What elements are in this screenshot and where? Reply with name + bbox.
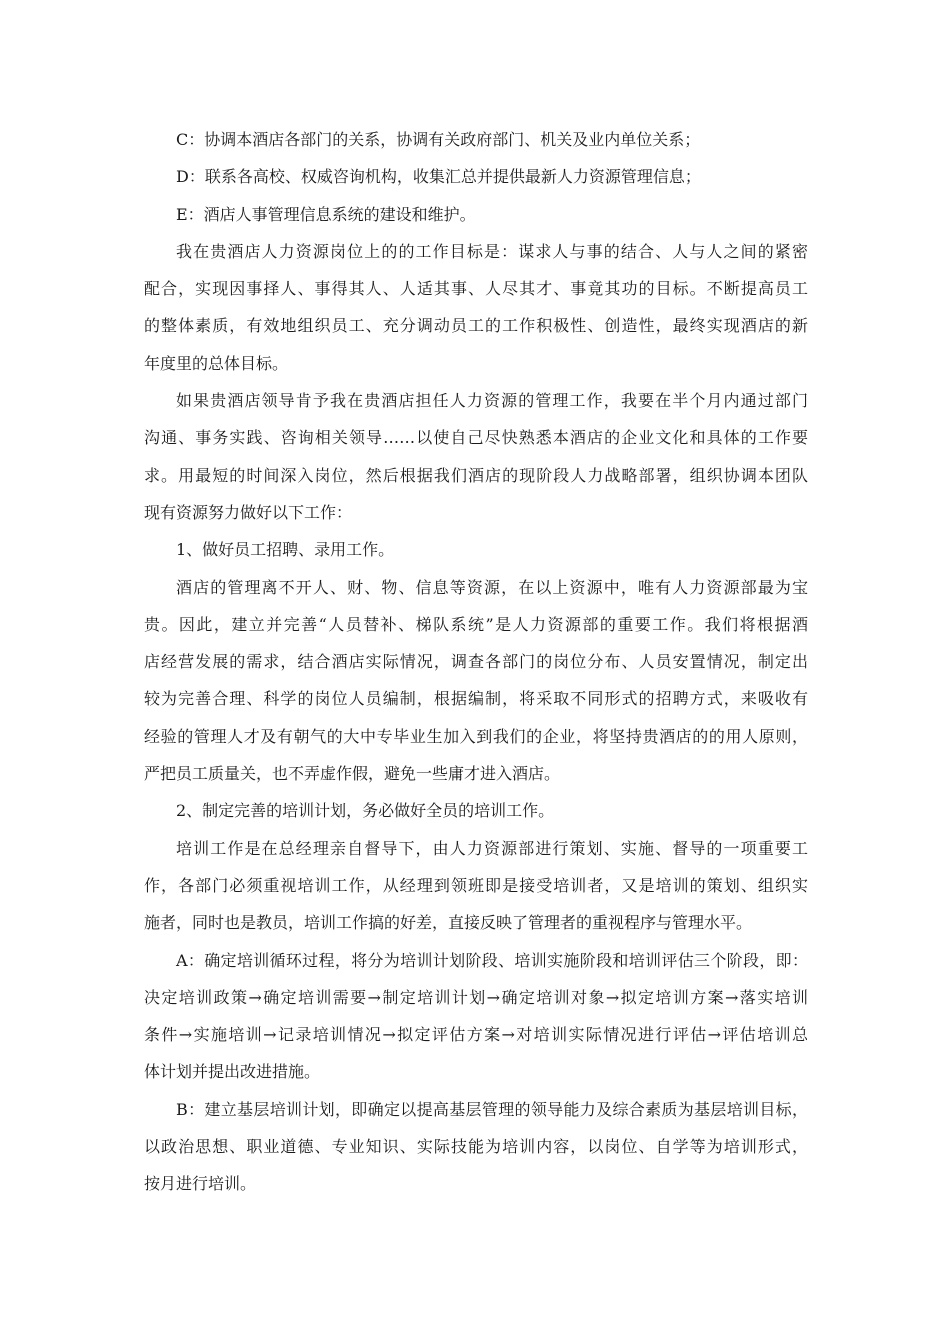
list-item-e: E：酒店人事管理信息系统的建设和维护。 bbox=[176, 204, 476, 224]
paragraph-goal-line-4: 年度里的总体目标。 bbox=[144, 353, 289, 373]
paragraph-goal-line-3: 的整体素质，有效地组织员工、充分调动员工的工作积极性、创造性，最终实现酒店的新 bbox=[144, 316, 808, 336]
paragraph-plan-line-3: 求。用最短的时间深入岗位，然后根据我们酒店的现阶段人力战略部署，组织协调本团队 bbox=[144, 465, 808, 485]
paragraph-training-line-1: 培训工作是在总经理亲自督导下，由人力资源部进行策划、实施、督导的一项重要工 bbox=[176, 838, 808, 858]
list-item-d: D：联系各高校、权威咨询机构，收集汇总并提供最新人力资源管理信息； bbox=[176, 167, 701, 187]
list-item-c: C：协调本酒店各部门的关系，协调有关政府部门、机关及业内单位关系； bbox=[176, 130, 701, 149]
document-body bbox=[144, 121, 808, 1203]
paragraph-goal-line-1: 我在贵酒店人力资源岗位上的的工作目标是：谋求人与事的结合、人与人之间的紧密 bbox=[176, 241, 808, 261]
paragraph-recruit-line-1: 酒店的管理离不开人、财、物、信息等资源，在以上资源中，唯有人力资源部最为宝 bbox=[176, 577, 808, 597]
item-b-line-2: 以政治思想、职业道德、专业知识、实际技能为培训内容，以岗位、自学等为培训形式， bbox=[144, 1137, 808, 1157]
paragraph-recruit-line-5: 经验的管理人才及有朝气的大中专毕业生加入到我们的企业，将坚持贵酒店的的用人原则， bbox=[144, 726, 808, 746]
item-a-line-4: 体计划并提出改进措施。 bbox=[144, 1062, 321, 1082]
paragraph-plan-line-4: 现有资源努力做好以下工作： bbox=[144, 502, 353, 522]
paragraph-plan-line-1: 如果贵酒店领导肯予我在贵酒店担任人力资源的管理工作，我要在半个月内通过部门 bbox=[176, 391, 808, 411]
item-b-line-3: 按月进行培训。 bbox=[144, 1174, 257, 1194]
item-b-line-1: B：建立基层培训计划，即确定以提高基层管理的领导能力及综合素质为基层培训目标， bbox=[176, 1099, 808, 1119]
paragraph-recruit-line-3: 店经营发展的需求，结合酒店实际情况，调查各部门的岗位分布、人员安置情况，制定出 bbox=[144, 652, 808, 672]
item-a-line-2: 决定培训政策→确定培训需要→制定培训计划→确定培训对象→拟定培训方案→落实培训 bbox=[144, 987, 808, 1007]
paragraph-plan-line-2: 沟通、事务实践、咨询相关领导……以使自己尽快熟悉本酒店的企业文化和具体的工作要 bbox=[144, 428, 808, 448]
paragraph-recruit-line-6: 严把员工质量关，也不弄虚作假，避免一些庸才进入酒店。 bbox=[144, 764, 561, 784]
section-heading-2: 2、制定完善的培训计划，务必做好全员的培训工作。 bbox=[176, 801, 555, 821]
paragraph-recruit-line-2: 贵。因此，建立并完善“人员替补、梯队系统”是人力资源部的重要工作。我们将根据酒 bbox=[144, 614, 808, 634]
item-a-line-1: A：确定培训循环过程，将分为培训计划阶段、培训实施阶段和培训评估三个阶段，即： bbox=[176, 950, 808, 970]
paragraph-training-line-2: 作，各部门必须重视培训工作，从经理到领班即是接受培训者，又是培训的策划、组织实 bbox=[144, 875, 808, 895]
paragraph-recruit-line-4: 较为完善合理、科学的岗位人员编制，根据编制，将采取不同形式的招聘方式，来吸收有 bbox=[144, 689, 808, 709]
item-a-line-3: 条件→实施培训→记录培训情况→拟定评估方案→对培训实际情况进行评估→评估培训总 bbox=[144, 1025, 808, 1045]
paragraph-goal-line-2: 配合，实现因事择人、事得其人、人适其事、人尽其才、事竟其功的目标。不断提高员工 bbox=[144, 279, 808, 299]
section-heading-1: 1、做好员工招聘、录用工作。 bbox=[176, 540, 395, 560]
paragraph-training-line-3: 施者，同时也是教员，培训工作搞的好差，直接反映了管理者的重视程序与管理水平。 bbox=[144, 913, 753, 933]
